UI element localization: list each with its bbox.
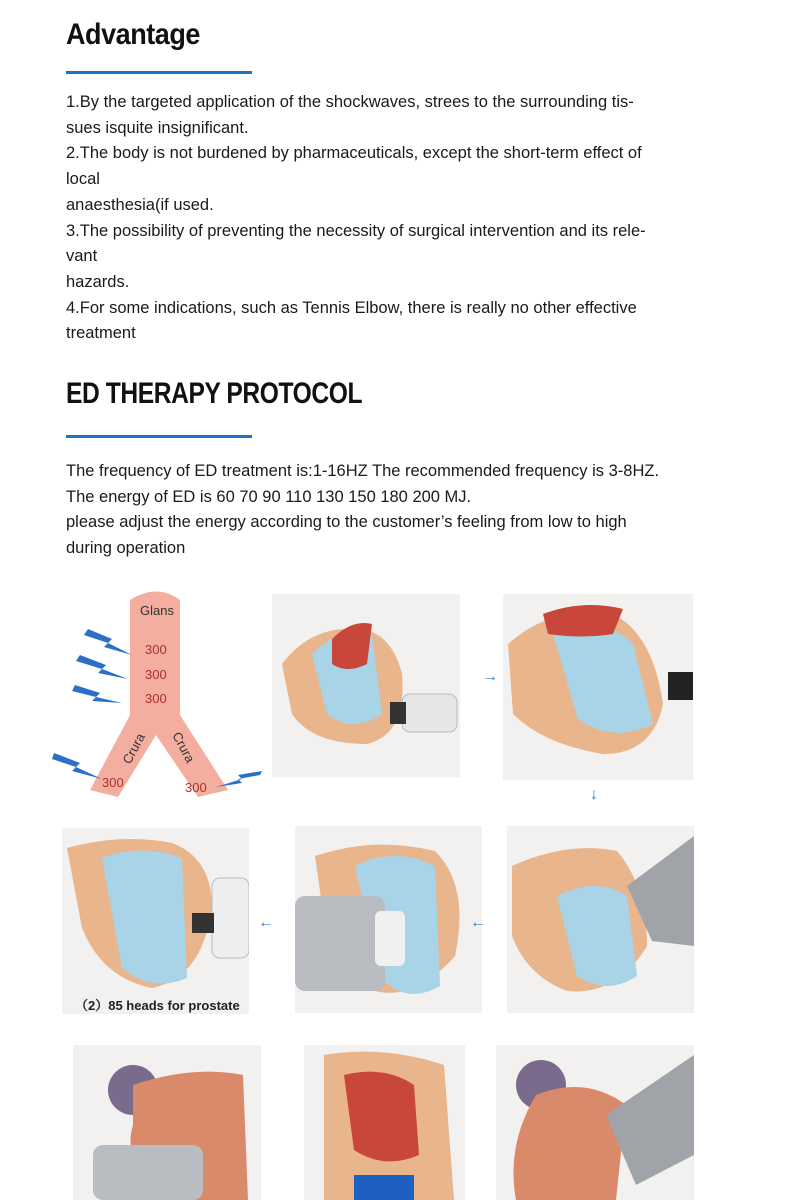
protocol-heading: ED THERAPY PROTOCOL: [66, 377, 363, 410]
protocol-line: during operation: [66, 539, 186, 558]
right-arrow-icon: →: [482, 668, 498, 685]
shockwave-bolt-icon: [52, 753, 102, 779]
protocol-line: The energy of ED is 60 70 90 110 130 150 180 200 MJ.: [66, 487, 472, 506]
advantage-line: local: [66, 170, 100, 189]
crura-label-right: Crura: [169, 729, 198, 766]
left-crura-value: 300: [102, 775, 124, 790]
prostate-caption: （2）85 heads for prostate: [75, 998, 240, 1013]
glans-label: Glans: [140, 603, 174, 618]
shaft-value: 300: [145, 691, 167, 706]
anatomy-photo: [272, 594, 460, 777]
anatomy-photo: [73, 1045, 261, 1200]
anatomy-photo: [507, 826, 694, 1013]
shockwave-bolt-icon: [76, 655, 128, 679]
shaft-value: 300: [145, 642, 167, 657]
shockwave-bolt-icon: [72, 685, 122, 703]
advantage-line: anaesthesia(if used.: [66, 195, 214, 214]
advantage-list: [66, 90, 706, 347]
advantage-line: 4.For some indications, such as Tennis Elbow, there is really no other effective: [66, 298, 637, 317]
protocol-line: please adjust the energy according to the customer’s feeling from low to high: [66, 513, 627, 532]
anatomy-photo: [295, 826, 482, 1013]
down-arrow-icon: ↓: [590, 786, 598, 803]
advantage-line: 3.The possibility of preventing the necessity of surgical intervention and its rele-: [66, 221, 646, 240]
shockwave-bolt-icon: [84, 629, 132, 655]
left-arrow-icon: ←: [258, 914, 274, 931]
right-crura-value: 300: [185, 780, 207, 795]
advantage-line: hazards.: [66, 272, 130, 291]
protocol-underline: [66, 435, 252, 438]
advantage-underline: [66, 71, 252, 74]
protocol-text: [66, 459, 706, 562]
treatment-points-diagram: [50, 585, 270, 810]
advantage-line: treatment: [66, 324, 136, 343]
anatomy-photo: [496, 1045, 694, 1200]
anatomy-photo: [503, 594, 693, 780]
anatomy-photo: [62, 828, 249, 1014]
shaft-value: 300: [145, 667, 167, 682]
protocol-line: The frequency of ED treatment is:1-16HZ The recommended frequency is 3-8HZ.: [66, 462, 660, 480]
advantage-line: vant: [66, 247, 98, 266]
crura-label-left: Crura: [119, 730, 148, 767]
advantage-line: sues isquite insignificant.: [66, 118, 249, 137]
advantage-line: 2.The body is not burdened by pharmaceuticals, except the short-term effect of: [66, 144, 642, 163]
advantage-line: 1.By the targeted application of the shockwaves, strees to the surrounding tis-: [66, 93, 634, 111]
left-arrow-icon: ←: [470, 914, 486, 931]
anatomy-photo: [304, 1045, 465, 1200]
advantage-heading: Advantage: [66, 18, 200, 51]
